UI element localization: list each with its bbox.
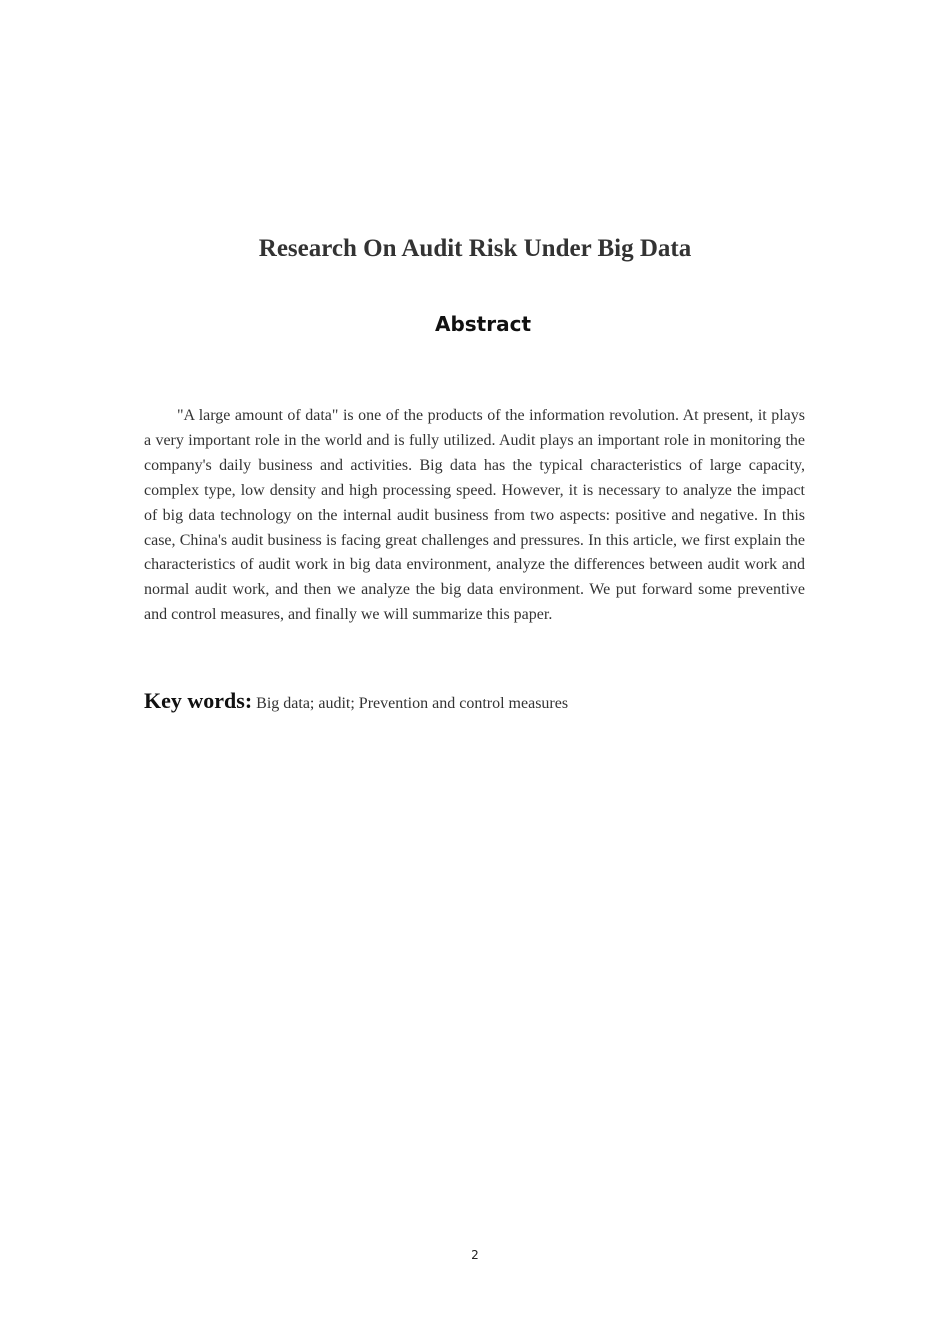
keywords-line (144, 688, 805, 714)
page-number: 2 (471, 1248, 479, 1262)
abstract-paragraph: "A large amount of data" is one of the products of the information revolution. At present, it plays a very important role in the world and is fully utilized. Audit plays an important role in monitoring the company's daily business and activities. Big data has the typical characteristics of large capacity, complex type, low density and high processing speed. However, it is necessary to analyze the impact of big data technology on the internal audit business from two aspects: positive and negative. In this case, China's audit business is facing great challenges and pressures. In this article, we first explain the characteristics of audit work in big data environment, analyze the differences between audit work and normal audit work, and then we analyze the big data environment. We put forward some preventive and control measures, and finally we will summarize this paper. (144, 407, 805, 624)
keywords-value: Big data; audit; Prevention and control measures (256, 695, 569, 712)
keywords-label: Key words: (144, 688, 253, 713)
paper-title: Research On Audit Risk Under Big Data (258, 235, 692, 262)
abstract-heading: Abstract (434, 312, 532, 336)
